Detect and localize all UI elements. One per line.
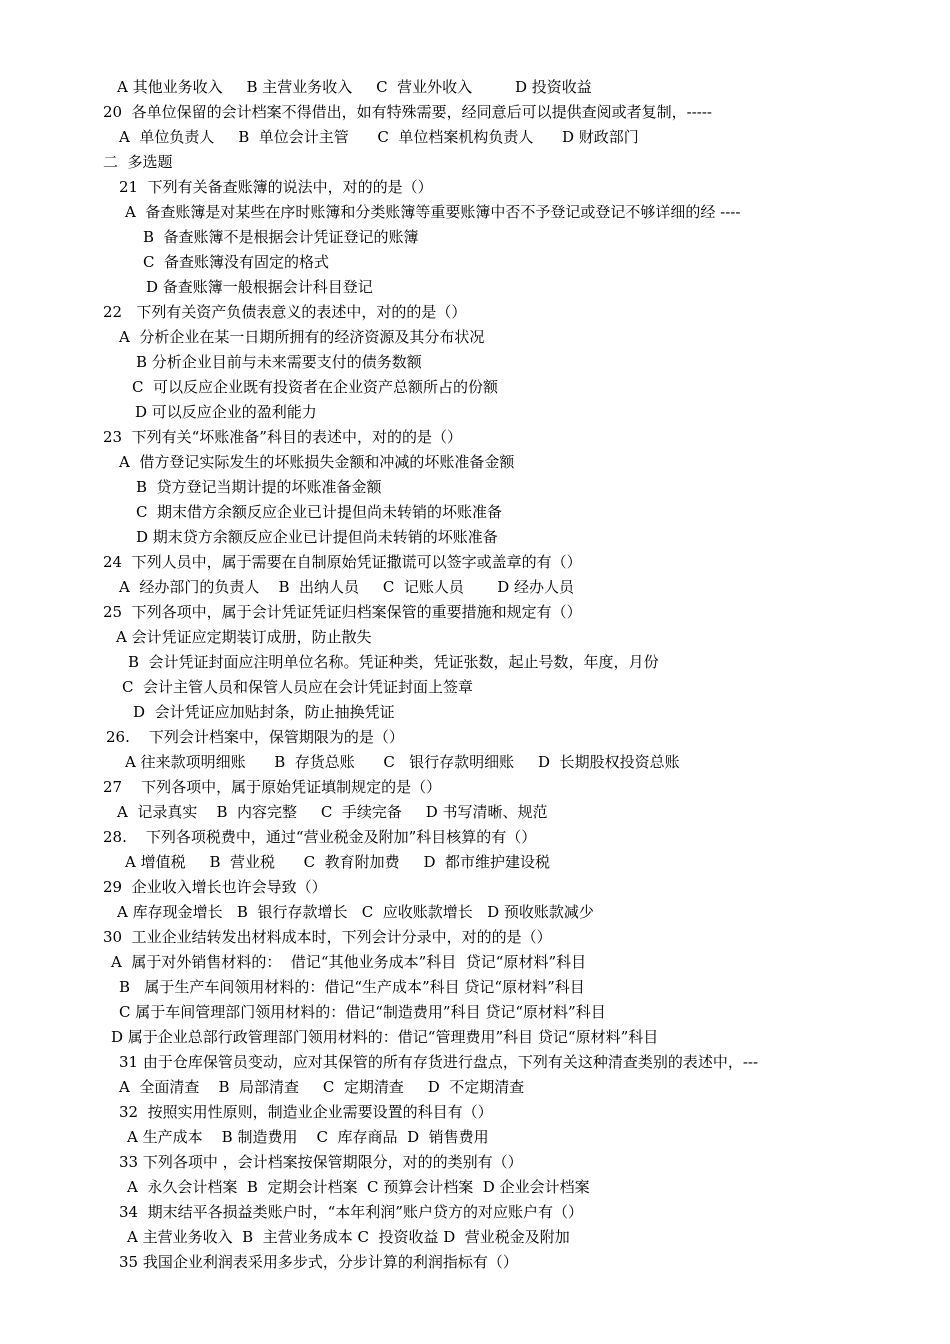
text-line: A 经办部门的负责人 B 出纳人员 C 记账人员 D 经办人员 — [119, 578, 575, 596]
question-29: 29 企业收入增长也许会导致（） — [103, 878, 327, 896]
text-line: B 分析企业目前与未来需要支付的债务数额 — [136, 353, 422, 371]
text-line: D 备查账簿一般根据会计科目登记 — [146, 278, 373, 296]
section-heading: 二 多选题 — [103, 153, 173, 171]
text-line: A 分析企业在某一日期所拥有的经济资源及其分布状况 — [119, 328, 485, 346]
text-line: A 永久会计档案 B 定期会计档案 C 预算会计档案 D 企业会计档案 — [127, 1178, 590, 1196]
text-line: A 库存现金增长 B 银行存款增长 C 应收账款增长 D 预收账款减少 — [117, 903, 594, 921]
text-line: A 其他业务收入 B 主营业务收入 C 营业外收入 D 投资收益 — [117, 78, 592, 96]
text-line: C 属于车间管理部门领用材料的：借记“制造费用”科目 贷记“原材料”科目 — [119, 1003, 606, 1021]
text-line: A 往来款项明细账 B 存货总账 C 银行存款明细账 D 长期股权投资总账 — [125, 753, 680, 771]
question-23: 23 下列有关“坏账准备”科目的表述中，对的的是（） — [103, 428, 462, 446]
text-line: B 属于生产车间领用材料的：借记“生产成本”科目 贷记“原材料”科目 — [119, 978, 585, 996]
text-line: C 会计主管人员和保管人员应在会计凭证封面上签章 — [122, 678, 474, 696]
text-line: A 记录真实 B 内容完整 C 手续完备 D 书写清晰、规范 — [117, 803, 548, 821]
question-34: 34 期末结平各损益类账户时，“本年利润”账户贷方的对应账户有（） — [119, 1203, 583, 1221]
text-line: A 属于对外销售材料的： 借记“其他业务成本”科目 贷记“原材料”科目 — [111, 953, 587, 971]
question-20: 20 各单位保留的会计档案不得借出，如有特殊需要，经同意后可以提供查阅或者复制，----- — [103, 103, 712, 121]
question-25: 25 下列各项中，属于会计凭证凭证归档案保管的重要措施和规定有（） — [103, 603, 582, 621]
question-31: 31 由于仓库保管员变动，应对其保管的所有存货进行盘点，下列有关这种清查类别的表述中，--- — [119, 1053, 759, 1071]
text-line: D 可以反应企业的盈利能力 — [135, 403, 317, 421]
question-27: 27 下列各项中，属于原始凭证填制规定的是（） — [103, 778, 442, 796]
text-line: A 单位负责人 B 单位会计主管 C 单位档案机构负责人 D 财政部门 — [119, 128, 639, 146]
text-line: D 会计凭证应加贴封条，防止抽换凭证 — [133, 703, 395, 721]
text-line: D 属于企业总部行政管理部门领用材料的：借记“管理费用”科目 贷记“原材料”科目 — [111, 1028, 659, 1046]
text-line: C 可以反应企业既有投资者在企业资产总额所占的份额 — [132, 378, 499, 396]
question-30: 30 工业企业结转发出材料成本时，下列会计分录中，对的的是（） — [103, 928, 552, 946]
text-line: A 借方登记实际发生的坏账损失金额和冲减的坏账准备金额 — [119, 453, 515, 471]
text-line: A 会计凭证应定期装订成册，防止散失 — [116, 628, 372, 646]
question-35: 35 我国企业利润表采用多步式，分步计算的利润指标有（） — [119, 1253, 518, 1271]
question-24: 24 下列人员中，属于需要在自制原始凭证撒谎可以签字或盖章的有（） — [103, 553, 582, 571]
text-line: B 备查账簿不是根据会计凭证登记的账簿 — [143, 228, 419, 246]
question-28: 28. 下列各项税费中，通过“营业税金及附加”科目核算的有（） — [103, 828, 537, 846]
text-line: A 备查账簿是对某些在序时账簿和分类账簿等重要账簿中否不予登记或登记不够详细的经 ---- — [125, 203, 741, 221]
question-32: 32 按照实用性原则，制造业企业需要设置的科目有（） — [119, 1103, 493, 1121]
question-26: 26. 下列会计档案中，保管期限为的是（） — [106, 728, 404, 746]
text-line: A 增值税 B 营业税 C 教育附加费 D 都市维护建设税 — [125, 853, 551, 871]
text-line: D 期末贷方余额反应企业已计提但尚未转销的坏账准备 — [136, 528, 498, 546]
text-line: B 贷方登记当期计提的坏账准备金额 — [136, 478, 382, 496]
question-22: 22 下列有关资产负债表意义的表述中，对的的是（） — [103, 303, 467, 321]
question-33: 33 下列各项中 ，会计档案按保管期限分，对的的类别有（） — [119, 1153, 523, 1171]
text-line: C 期末借方余额反应企业已计提但尚未转销的坏账准备 — [136, 503, 503, 521]
text-line: A 生产成本 B 制造费用 C 库存商品 D 销售费用 — [127, 1128, 489, 1146]
text-line: A 主营业务收入 B 主营业务成本 C 投资收益 D 营业税金及附加 — [127, 1228, 570, 1246]
text-line: A 全面清查 B 局部清查 C 定期清查 D 不定期清查 — [119, 1078, 525, 1096]
question-21: 21 下列有关备查账簿的说法中，对的的是（） — [119, 178, 433, 196]
text-line: B 会计凭证封面应注明单位名称。凭证种类，凭证张数，起止号数，年度，月份 — [128, 653, 659, 671]
text-line: C 备查账簿没有固定的格式 — [143, 253, 330, 271]
